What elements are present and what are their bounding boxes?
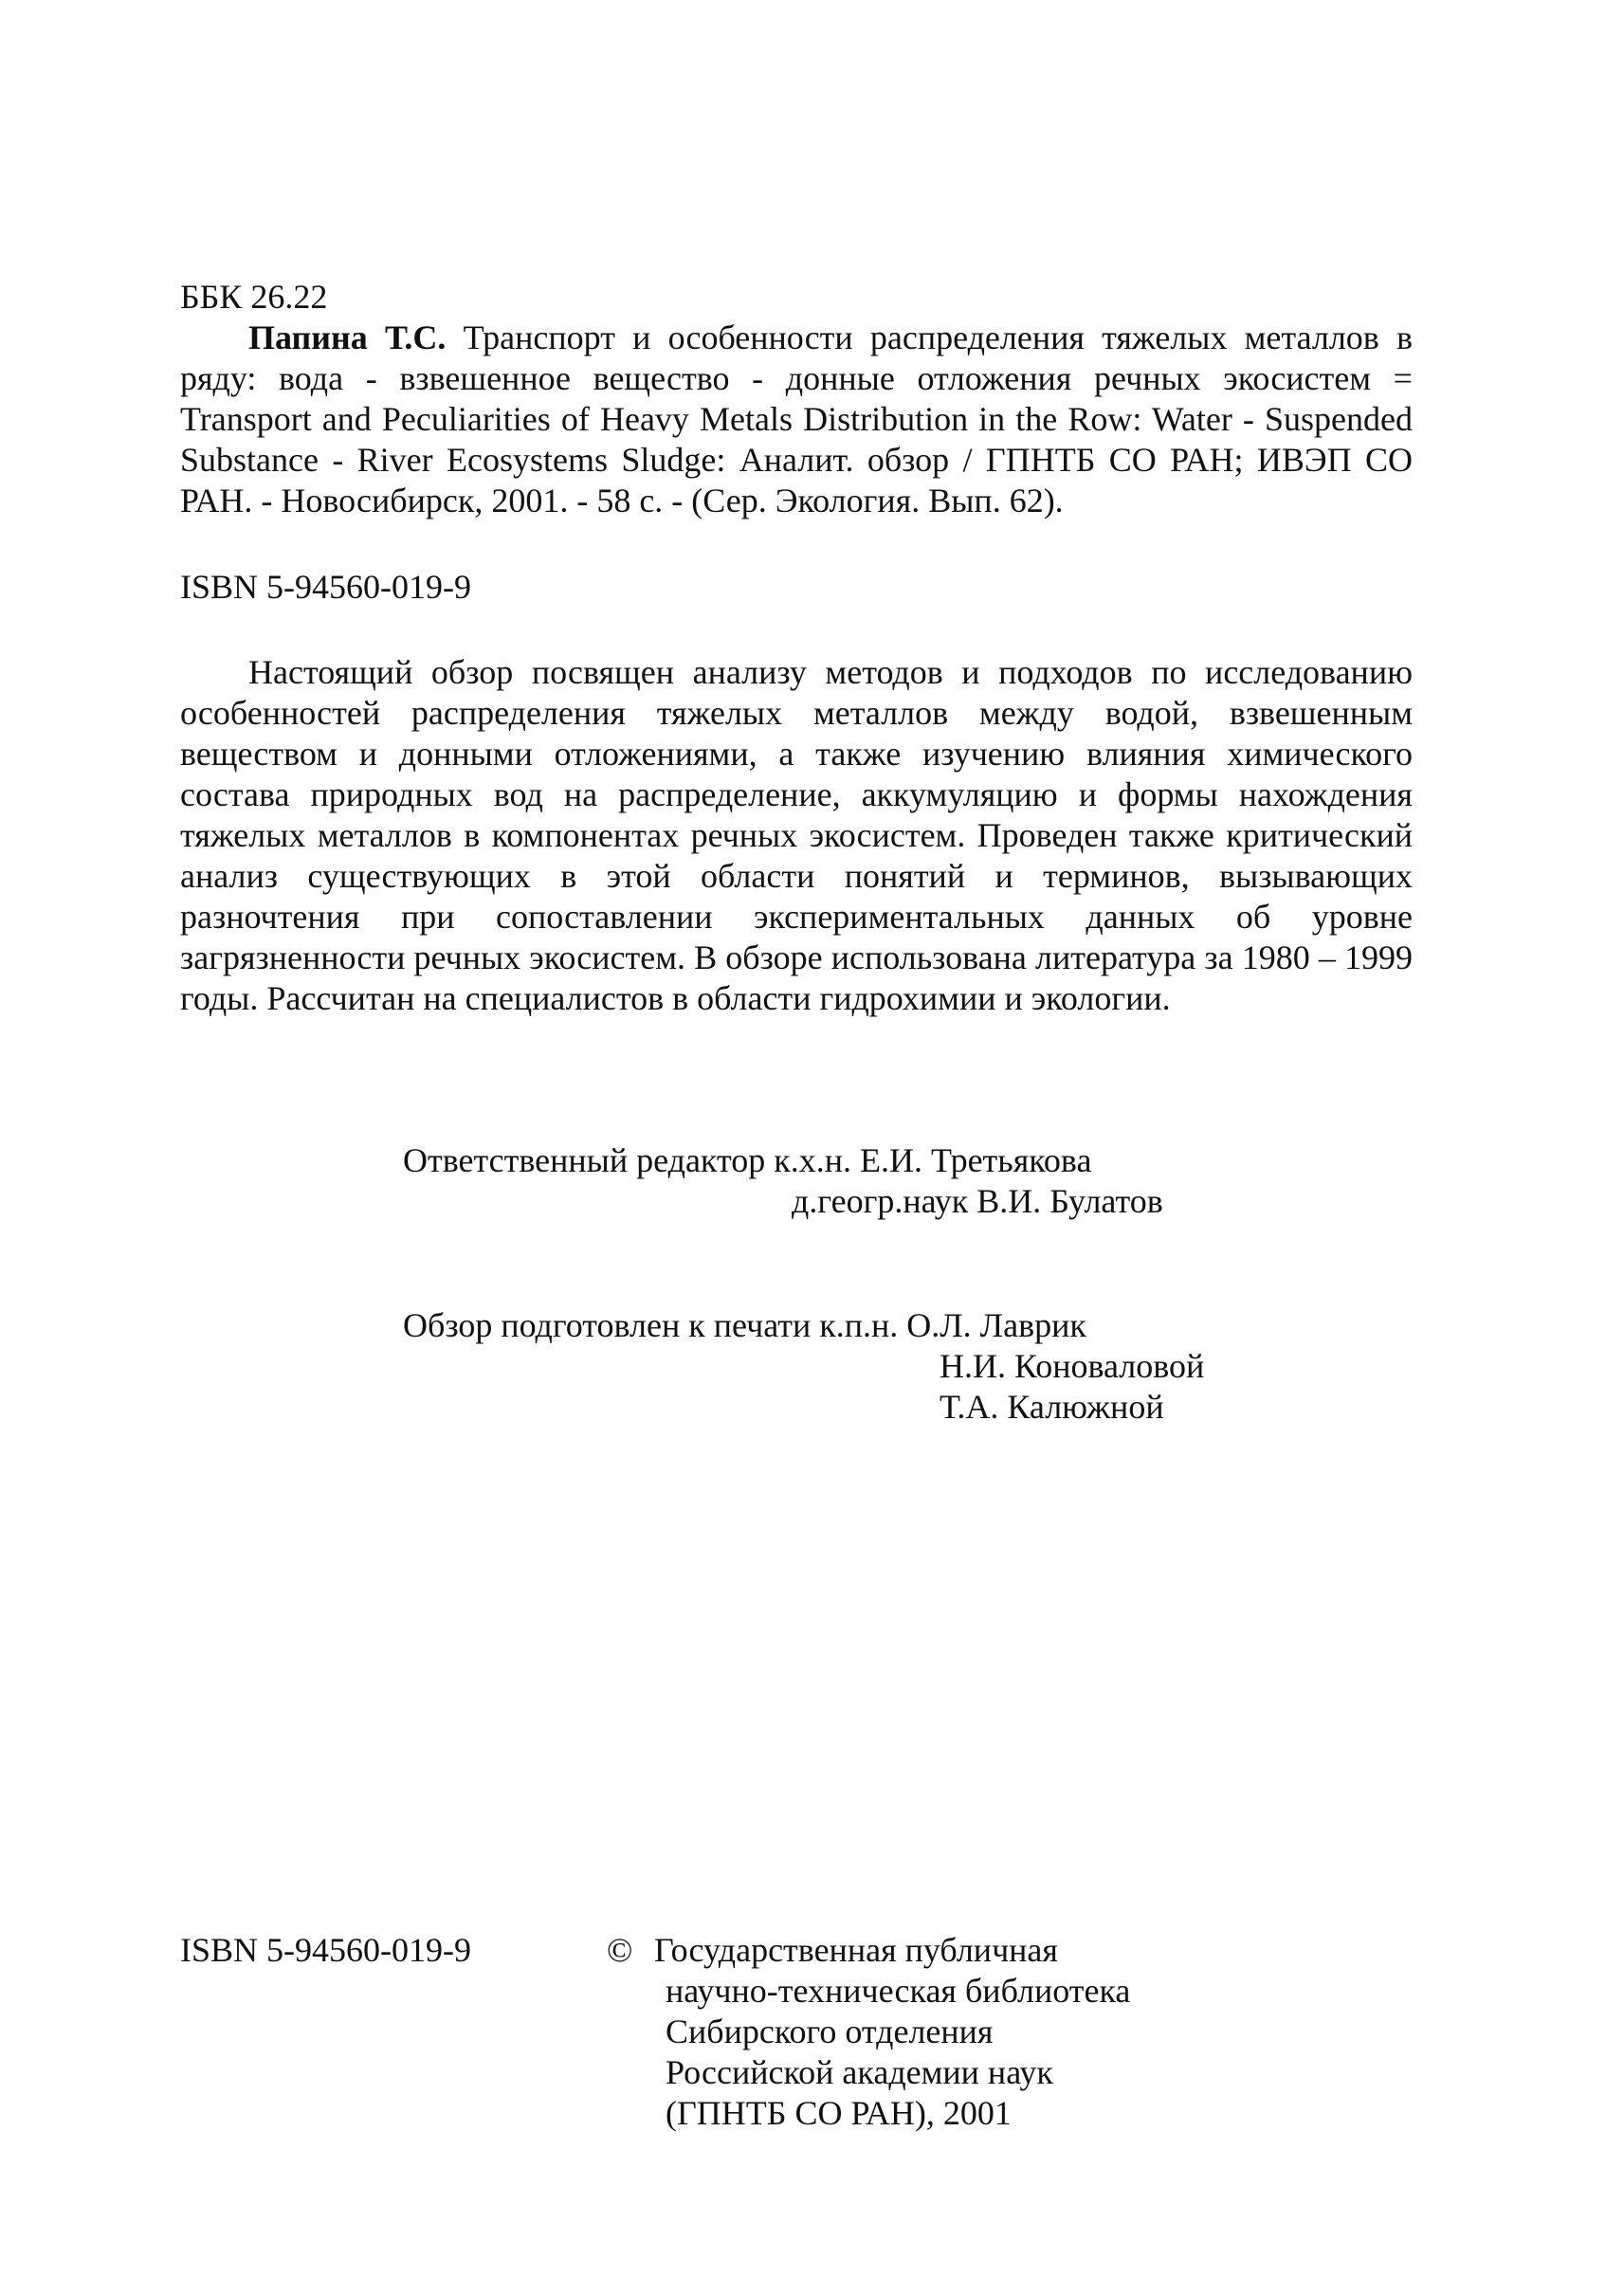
prepared-line-2: Н.И. Коноваловой [940,1347,1205,1385]
isbn-top: ISBN 5-94560-019-9 [180,568,471,606]
copyright-line-4: Российской академии наук [666,2053,1053,2091]
prepared-line-1: Обзор подготовлен к печати к.п.н. О.Л. Лаврик [403,1306,1086,1344]
responsible-editors [403,1140,1256,1222]
copyright-line-5: (ГПНТБ СО РАН), 2001 [666,2094,1012,2132]
isbn-bottom: ISBN 5-94560-019-9 [180,1931,471,1969]
bibliographic-description [180,318,1413,521]
prepared-line-3: Т.А. Калюжной [940,1388,1164,1426]
author-name: Папина Т.С. [248,319,447,356]
editor-line-2: д.геогр.наук В.И. Булатов [792,1182,1163,1220]
abstract-paragraph: Настоящий обзор посвящен анализу методов и подходов по исследованию особенностей распределения тяжелых металлов между водой, взвешенным веществом и донными отложениями, а также изучению влияния химического состава природных вод на распределение, аккумуляцию и формы нахождения тяжелых металлов в компонентах речных экосистем. Проведен также критический анализ существующих в этой области понятий и терминов, вызывающих разночтения при сопоставлении экспериментальных данных об уровне загрязненности речных экосистем. В обзоре использована литература за 1980 – 1999 годы. Рассчитан на специалистов в области гидрохимии и экологии. [180,653,1413,1017]
editor-line-1: Ответственный редактор к.х.н. Е.И. Третьякова [403,1141,1092,1179]
prepared-for-print [403,1305,1256,1428]
bbk-code: ББК 26.22 [180,278,328,316]
copyright-icon: © [607,1931,633,1969]
copyright-holder-line-1: Государственная публичная [654,1931,1058,1969]
copyright-line-1 [607,1930,1270,1971]
copyright-line-2: научно-техническая библиотека [666,1972,1131,2010]
bibliographic-text: Транспорт и особенности распределения тяжелых металлов в ряду: вода - взвешенное вещество - донные отложения речных экосистем = Transport and Peculiarities of Heavy Metals Distribution in the Row: Water - Suspended Substance - River Ecosystems Sludge: Аналит. обзор / ГПНТБ СО РАН; ИВЭП СО РАН. - Новосибирск, 2001. - 58 с. - (Сер. Экология. Вып. 62). [180,319,1413,519]
copyright-line-3: Сибирского отделения [666,2013,994,2050]
copyright-block [607,1930,1270,2134]
